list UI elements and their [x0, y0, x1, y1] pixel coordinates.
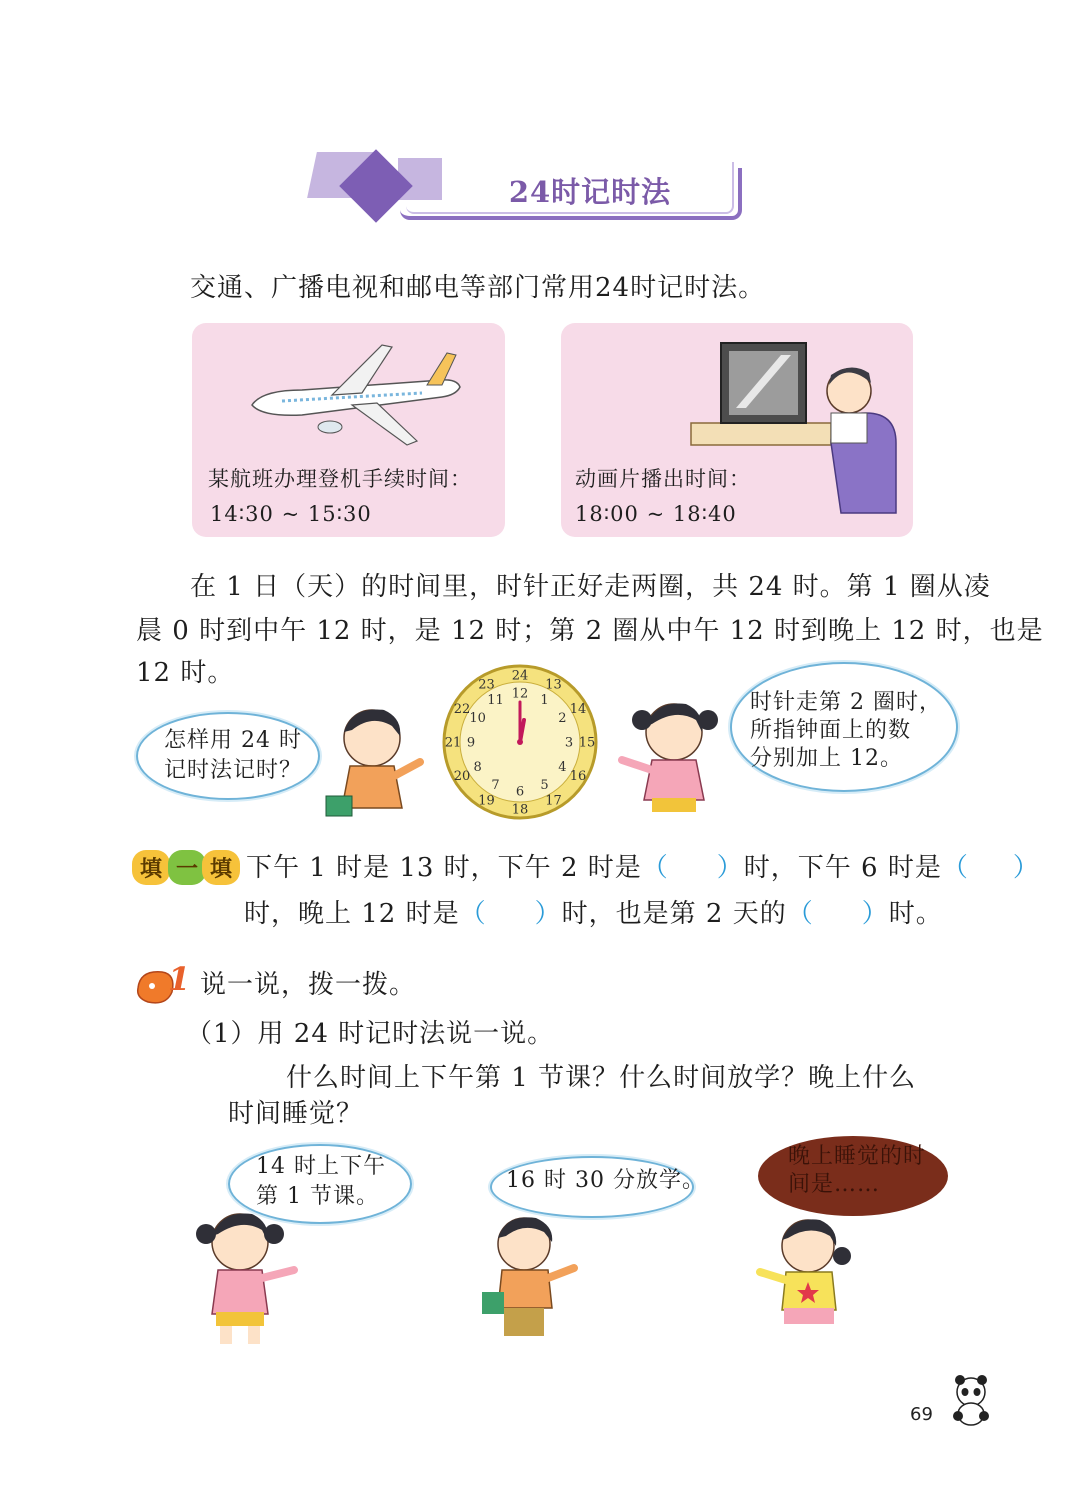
- clock-inner-number-12: 12: [511, 686, 529, 702]
- page-number: 69: [910, 1404, 933, 1425]
- clock-inner-number-5: 5: [540, 778, 549, 793]
- intro-text: 交通、广播电视和邮电等部门常用24时记时法。: [190, 273, 766, 303]
- fill-badge-char: 一: [168, 850, 206, 885]
- flight-caption: 某航班办理登机手续时间：: [208, 467, 472, 491]
- blank-open: （: [941, 853, 969, 883]
- blank-close: ）: [861, 899, 889, 929]
- girl-illustration: [616, 690, 734, 820]
- exercise-heading: 说一说，拨一拨。: [200, 970, 417, 1000]
- paragraph-line: 在 1 日（天）的时间里，时针正好走两圈，共 24 时。第 1 圈从凌: [190, 572, 991, 602]
- bubble-text: 时针走第 2 圈时，: [750, 690, 942, 715]
- blank-close: ）: [1012, 853, 1040, 883]
- bubble-text: 记时法记时？: [164, 758, 303, 783]
- clock-inner-number-9: 9: [466, 735, 476, 751]
- exercise-question: 时间睡觉？: [228, 1099, 364, 1129]
- bubble-text: 所指钟面上的数: [750, 718, 912, 743]
- clock-outer-number-19: 19: [478, 793, 495, 809]
- bubble-text: 分别加上 12。: [750, 746, 903, 771]
- blank-open: （: [786, 899, 814, 929]
- bubble-text: 怎样用 24 时: [164, 728, 302, 753]
- clock-outer-number-22: 22: [453, 702, 471, 717]
- fill-text: 时，下午 6 时是: [743, 853, 942, 883]
- clock-outer-number-17: 17: [545, 793, 562, 809]
- fill-text: 下午 1 时是 13 时，下午 2 时是: [246, 853, 642, 883]
- fill-badge: [132, 850, 238, 882]
- blank-close: ）: [716, 853, 744, 883]
- fill-text: 时，也是第 2 天的: [561, 899, 787, 929]
- girl-illustration: [184, 1200, 304, 1350]
- bubble-text: 16 时 30 分放学。: [506, 1168, 705, 1193]
- clock-inner-number-11: 11: [487, 693, 504, 709]
- panda-icon: [946, 1374, 996, 1428]
- bubble-text: 14 时上下午: [256, 1154, 386, 1179]
- paragraph-line: 12 时。: [136, 658, 235, 688]
- airplane-illustration: [242, 335, 472, 455]
- exercise-sub: （1）用 24 时记时法说一说。: [186, 1019, 555, 1049]
- fill-badge-char: 填: [202, 850, 240, 885]
- clock-inner-number-8: 8: [473, 760, 482, 775]
- clock-inner-number-3: 3: [564, 735, 574, 751]
- clock-inner-number-4: 4: [558, 760, 567, 775]
- fill-text: 时。: [888, 899, 943, 929]
- clock-outer-number-23: 23: [478, 677, 495, 693]
- clock-inner-number-6: 6: [515, 784, 525, 800]
- flight-time: 14∶30 ~ 15∶30: [210, 502, 372, 526]
- clock-outer-number-18: 18: [511, 802, 529, 818]
- clock-outer-number-20: 20: [453, 769, 471, 784]
- girl-illustration: [756, 1210, 856, 1350]
- fill-text: 时，晚上 12 时是: [244, 899, 460, 929]
- boy-illustration: [478, 1208, 578, 1348]
- clock: [442, 664, 598, 820]
- bubble-text: 晚上睡觉的时: [788, 1144, 927, 1169]
- clock-outer-number-21: 21: [444, 735, 462, 751]
- cartoon-caption: 动画片播出时间：: [575, 467, 751, 491]
- clock-outer-number-16: 16: [569, 769, 587, 784]
- blank-open: （: [641, 853, 669, 883]
- exercise-number: 1: [168, 960, 191, 998]
- fill-line-1: [246, 846, 1040, 890]
- clock-inner-number-10: 10: [469, 711, 486, 726]
- cartoon-card: [561, 323, 913, 537]
- clock-inner-number-7: 7: [491, 778, 500, 793]
- clock-outer-number-24: 24: [511, 668, 529, 684]
- exercise-question: 什么时间上下午第 1 节课？什么时间放学？晚上什么: [286, 1063, 917, 1093]
- page-title: 24时记时法: [508, 175, 672, 209]
- clock-outer-number-13: 13: [545, 677, 562, 693]
- cartoon-time: 18∶00 ~ 18∶40: [575, 502, 737, 526]
- fill-badge-char: 填: [132, 850, 170, 885]
- fill-line-2: [244, 892, 943, 936]
- flight-card: [192, 323, 505, 537]
- boy-illustration: [322, 700, 432, 820]
- clock-inner-number-2: 2: [558, 711, 567, 726]
- blank-open: （: [459, 899, 487, 929]
- paragraph-line: 晨 0 时到中午 12 时，是 12 时；第 2 圈从中午 12 时到晚上 12 时，也是: [136, 616, 1044, 646]
- clock-inner-number-1: 1: [540, 693, 549, 709]
- bubble-text: 第 1 节课。: [256, 1184, 379, 1209]
- clock-outer-number-14: 14: [569, 702, 587, 718]
- clock-outer-number-15: 15: [578, 735, 596, 751]
- bubble-text: 间是……: [788, 1172, 881, 1197]
- blank-close: ）: [534, 899, 562, 929]
